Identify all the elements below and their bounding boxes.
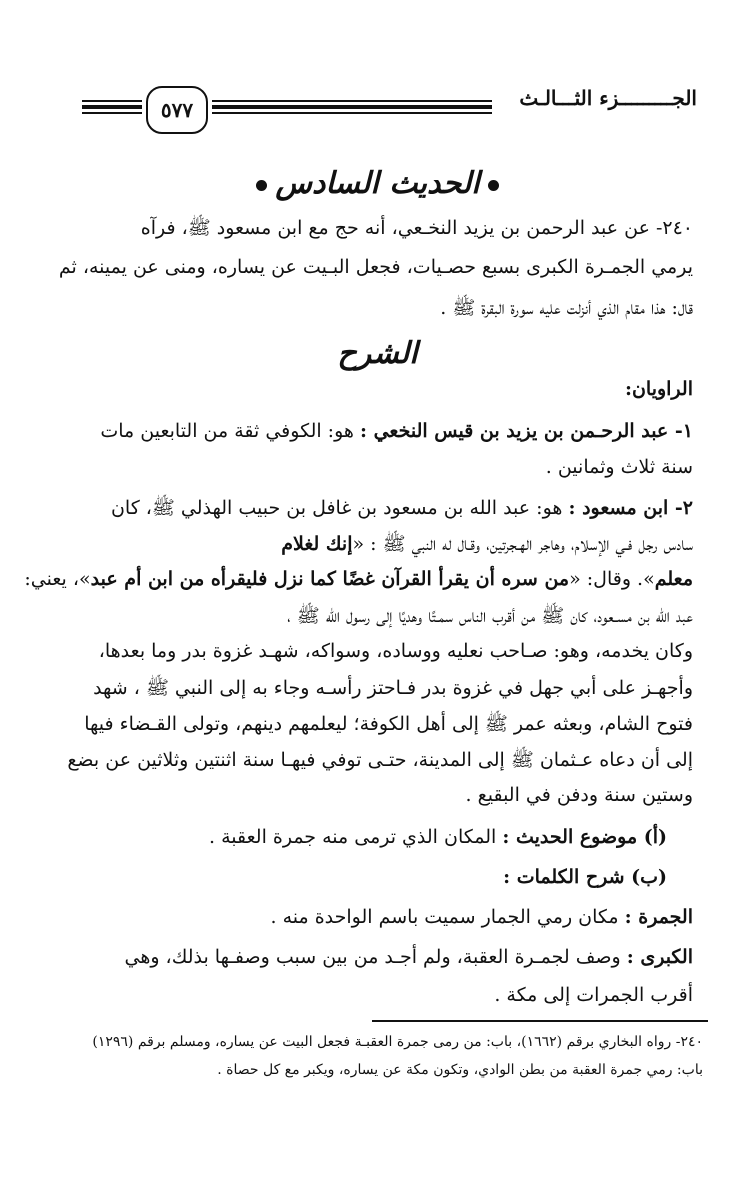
narrator-2-line: وستين سنة ودفن في البقيع . — [465, 784, 693, 806]
jamra-text: مكان رمي الجمار سميت باسم الواحدة منه . — [270, 906, 625, 928]
bullet-icon — [488, 180, 499, 191]
narrator-2-line: وكان يخدمه، وهو: صـاحب نعليه ووساده، وسواكه، شهـد غزوة بدر وما بعدها، — [98, 640, 693, 662]
kubra-label: الكبرى : — [626, 946, 693, 968]
hadith-line: ٢٤٠- عن عبد الرحمن بن يزيد النخـعي، أنه حج مع ابن مسعود ﷺ، فرآه — [140, 217, 693, 239]
hadith-line: يرمي الجمـرة الكبرى بسبع حصـيات، فجعل البـيت عن يساره، ومنى عن يمينه، ثم — [58, 256, 693, 278]
narrators-label: الراويان: — [624, 378, 693, 400]
narrator-2-line — [24, 568, 693, 590]
narrator-2-line: وأجهـز على أبي جهل في غزوة بدر فـاحتز رأسـه وجاء به إلى النبي ﷺ ، شهد — [93, 677, 693, 699]
narrator-2-line: عبد الله بن مسـعود، كان ﷺ من أقرب الناس سمـتًا وهديًا إلى رسول الله ﷺ ، — [287, 605, 693, 627]
header-rule-left — [82, 100, 142, 114]
narrator-2-line — [281, 532, 693, 560]
hadith-title-text: الحديث السادس — [275, 166, 480, 201]
jamra-line — [271, 906, 694, 928]
narrator-1-name: ١- عبد الرحـمن بن يزيد بن قيس النخعي : — [359, 420, 693, 442]
narrator-2-text: »، يعني: — [24, 568, 91, 590]
words-label: (ب) شرح الكلمات : — [503, 866, 667, 888]
narrator-1-line: سنة ثلاث وثمانين . — [545, 456, 693, 478]
footnote-line: ٢٤٠- رواه البخاري برقم (١٦٦٢)، باب: من رمى جمرة العقبـة فجعل البيت عن يساره، ومسلم برقم (١٢٩٦) — [92, 1034, 703, 1050]
kubra-line: أقرب الجمرات إلى مكة . — [494, 984, 693, 1006]
narrator-2-quote: إنك لغلام — [281, 533, 353, 555]
running-head: الجـــــــــزء الثـــالـث — [519, 86, 697, 110]
narrator-1-text: هو: الكوفي ثقة من التابعين مات — [100, 420, 360, 442]
narrator-2-text: ». وقال: « — [569, 568, 655, 590]
page-number: ٥٧٧ — [146, 86, 208, 134]
narrator-2-text: هو: عبد الله بن مسعود بن غافل بن حبيب الهذلي ﷺ، كان — [110, 497, 569, 519]
narrator-2-quote: معلم — [654, 568, 693, 590]
hadith-line: قال: هذا مقام الذي أنزلت عليه سورة البقرة ﷺ . — [440, 297, 693, 319]
header-rule — [212, 100, 492, 114]
narrator-2-line — [111, 496, 693, 524]
sharh-title: الشرح — [337, 336, 418, 371]
hadith-title — [0, 166, 755, 201]
topic-label: (أ) موضوع الحديث : — [502, 826, 667, 848]
topic-text: المكان الذي ترمى منه جمرة العقبة . — [209, 826, 503, 848]
narrator-2-line: فتوح الشام، وبعثه عمر ﷺ إلى أهل الكوفة؛ ليعلمهم دينهم، وتولى القـضاء فيها — [84, 713, 693, 735]
bullet-icon — [256, 180, 267, 191]
narrator-2-name: ٢- ابن مسعود : — [568, 497, 693, 519]
topic-line — [209, 826, 667, 848]
narrator-2-line: إلى أن دعاه عـثمان ﷺ إلى المدينة، حتـى توفي فيهـا سنة اثنتين وثلاثين عن بضع — [67, 749, 693, 771]
footnote-line: باب: رمي جمرة العقبة من بطن الوادي، وتكون مكة عن يساره، ويكبر مع كل حصاة . — [217, 1062, 703, 1078]
kubra-text: وصف لجمـرة العقبة، ولم أجـد من بين سبب وصفـها بذلك، وهي — [124, 946, 627, 968]
jamra-label: الجمرة : — [624, 906, 693, 928]
narrator-1-line — [100, 420, 693, 442]
narrator-2-quote: من سره أن يقرأ القرآن غضًا كما نزل فليقرأه من ابن أم عبد — [90, 568, 570, 590]
kubra-line — [124, 946, 693, 968]
footnote-rule — [372, 1020, 708, 1022]
narrator-2-text: سادس رجل فـي الإسلام، وهاجر الهـجرتين، وقـال له النبي ﷺ : « — [352, 533, 693, 555]
